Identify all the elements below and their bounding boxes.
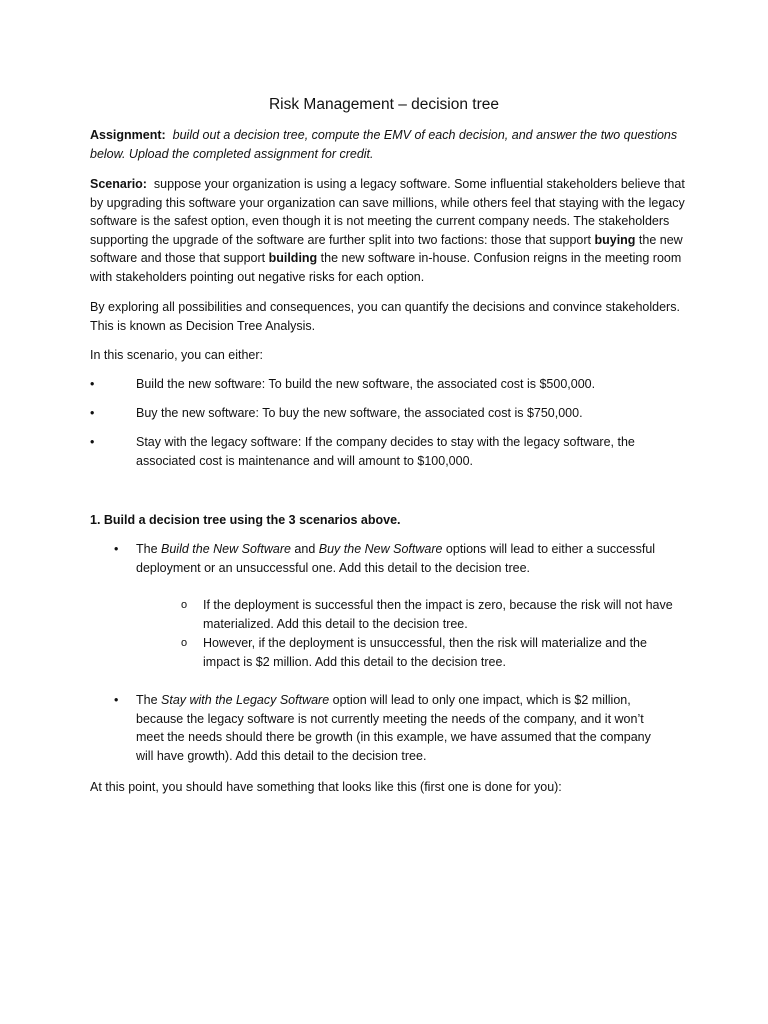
scenario-text-3: the new software in-house. Confusion reigns in the meeting room with stakeholders pointing out negative risks for each option. — [90, 251, 682, 284]
assignment-label: Assignment: — [90, 128, 166, 142]
bullet-mark: • — [114, 542, 119, 556]
scenario-label: Scenario: — [90, 177, 147, 191]
option-text: Stay with the legacy software: If the company decides to stay with the legacy software, the associated cost is maintenance and will amount to $100,000. — [136, 435, 635, 468]
question-1-heading: 1. Build a decision tree using the 3 scenarios above. — [90, 513, 401, 527]
option-text: Buy the new software: To buy the new software, the associated cost is $750,000. — [136, 406, 583, 420]
bullet-mark: • — [90, 406, 95, 420]
circle-bullet-mark: o — [181, 599, 188, 611]
option-text: Build the new software: To build the new software, the associated cost is $500,000. — [136, 377, 596, 391]
sub-item-text: If the deployment is successful then the impact is zero, because the risk will not have materialized. Add this detail to the decision tree. — [203, 598, 673, 631]
question-1-bullet-text: The Stay with the Legacy Software option will lead to only one impact, which is $2 million, because the legacy software is not currently meeting the needs of the company, and it won’t meet the needs should there be growth (in this example, we have assumed that the company will have growth). Add this detail to the decision tree. — [136, 693, 651, 763]
scenario-text-2: the new software and those that support — [90, 232, 683, 265]
bullet-mark: • — [90, 435, 95, 449]
page-title: Risk Management – decision tree — [268, 96, 500, 113]
scenario-text-1: suppose your organization is using a legacy software. Some influential stakeholders believe that by upgrading this software your organization can save millions, while others feel that staying with the legacy software is the safest option, even though it is not meeting the current company needs. The stakeholders supporting the upgrade of the software are further split into two factions: those that support — [90, 177, 685, 247]
bullet-mark: • — [114, 693, 119, 707]
exploring-paragraph: By exploring all possibilities and consequences, you can quantify the decisions and convince stakeholders. This is known as Decision Tree Analysis. — [90, 300, 680, 333]
assignment-paragraph — [90, 126, 690, 163]
either-paragraph: In this scenario, you can either: — [90, 348, 264, 362]
bullet-mark: • — [90, 377, 95, 391]
scenario-paragraph — [90, 175, 690, 286]
sub-item-text: However, if the deployment is unsuccessful, then the risk will materialize and the impact is $2 million. Add this detail to the decision tree. — [203, 636, 647, 669]
scenario-bold-building: building — [268, 251, 318, 265]
closing-paragraph: At this point, you should have something that looks like this (first one is done for you): — [90, 780, 562, 794]
question-1-bullet-text: The Build the New Software and Buy the New Software options will lead to either a successful deployment or an unsuccessful one. Add this detail to the decision tree. — [136, 542, 656, 575]
circle-bullet-mark: o — [181, 637, 188, 649]
scenario-bold-buying: buying — [594, 232, 636, 247]
assignment-text: build out a decision tree, compute the EMV of each decision, and answer the two questions below. Upload the completed assignment for credit. — [90, 128, 678, 161]
